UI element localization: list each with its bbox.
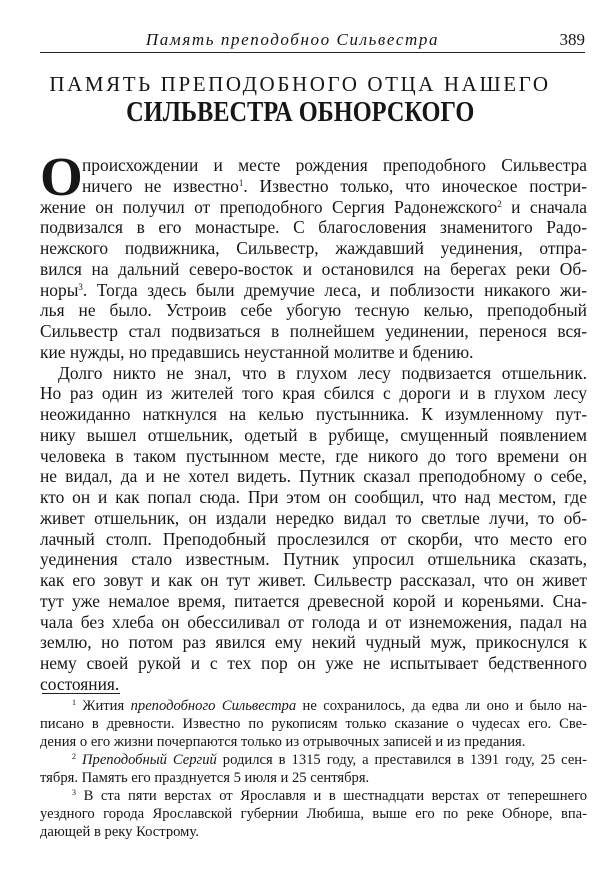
chapter-title-line1: ПАМЯТЬ ПРЕПОДОБНОГО ОТЦА НАШЕГО <box>49 72 551 96</box>
page-number: 389 <box>559 30 585 49</box>
text-line: нику вышел отшельник, одетый в рубище, смущенный появлением <box>40 424 587 445</box>
text-line: Сильвестр стал подвизаться в полнейшем уединении, перенося вся- <box>40 321 587 341</box>
text-line: Но раз один из жителей того края сбился с дороги и в глухом лесу <box>40 383 587 404</box>
footnote-line: $^1$ Жития преподобного Сильвестра не сохранилось, да едва ли оно и было на- <box>72 698 587 714</box>
footnote-ref: 1 <box>238 177 244 188</box>
footnote-ref: 3 <box>78 281 83 292</box>
footnote-line: $^3$ В ста пяти верстах от Ярославля и в шестнадцати верстах от теперешнего <box>72 788 587 804</box>
chapter-title-line2: СИЛЬВЕСТРА ОБНОРСКОГО <box>125 96 475 128</box>
text-line: происхождении и месте рождения преподобного Сильвестра <box>82 155 587 175</box>
text-line: землю, но потом раз явился ему некий чудный муж, прикоснулся к <box>40 632 587 653</box>
text-line: человека в таком пустынном месте, где никого до того времени он <box>40 445 587 466</box>
text-line: не видал, да и не хотел видеть. Путник сказал преподобному о себе, <box>40 466 587 487</box>
drop-cap: О <box>40 146 83 207</box>
text-line: нежского подвижника, Сильвестр, жаждавший уединения, отпра- <box>40 238 587 258</box>
footnote-separator <box>42 693 120 694</box>
text-line: кие нужды, но предавшись неустанной молитве и бдению. <box>40 341 474 362</box>
text-line: лья не было. Устроив себе убогую тесную келью, преподобный <box>40 300 587 321</box>
text-line: состояния. <box>40 673 120 694</box>
text-line: лачный столп. Преподобный прослезился от скорби, что место его <box>40 528 587 549</box>
text-line: нему своей рукой и с тех пор он уже не испытывает бедственного <box>40 653 587 673</box>
footnote-line: тября. Память его празднуется 5 июля и 25 сентября. <box>40 770 370 786</box>
text-line: как его зовут и как он тут живет. Сильвестр рассказал, что он живет <box>40 570 587 590</box>
text-line: чала без хлеба он обессиливал от голода и от изнеможения, падал на <box>40 611 587 632</box>
text-line: Долго никто не знал, что в глухом лесу подвизается отшельник. <box>58 362 587 383</box>
text-line: кто он и как попал сюда. При этом он сообщил, что над местом, где <box>40 487 587 507</box>
footnote-ref: 2 <box>497 198 502 209</box>
text-line: ничего не известно$^1$. Известно только, что иноческое постри- <box>82 175 588 196</box>
footnote-line: уездного города Ярославской губернии Любиша, выше его по реке Обноре, впа- <box>40 806 587 822</box>
running-head <box>40 28 585 53</box>
footnote-line: дения о его жизни почерпаются только из отрывочных записей и из предания. <box>40 734 526 750</box>
body-text <box>40 146 588 695</box>
text-line: тут уже немалое время, питается древесной корой и кореньями. Сна- <box>40 590 587 611</box>
text-line: жение он получил от преподобного Сергия Радонежского$^2$ и сначала <box>40 196 587 217</box>
footnote-line: дающей в реку Кострому. <box>40 824 199 840</box>
text-line: норы$^3$. Тогда здесь были дремучие леса, и поблизости никакого жи- <box>40 279 587 300</box>
footnote-ref: 3 <box>72 788 76 797</box>
footnote-line: писано в древности. Известно по рукописям только сказание о чудесах его. Све- <box>40 716 587 732</box>
text-line: вился на дальний северо-восток и остановился на берегах реки Об- <box>40 258 587 279</box>
text-line: живет отшельник, он издали нередко видал то светлые лучи, то об- <box>40 507 587 528</box>
running-head-title: Память преподобноо Сильвестра <box>145 30 440 49</box>
footnotes <box>40 697 587 841</box>
italic-text: преподобного Сильвестра <box>130 698 297 714</box>
footnote-ref: 1 <box>72 698 76 707</box>
text-line: подвизался в его монастыре. С благословения знаменитого Радо- <box>40 217 587 238</box>
text-line: уединения стало известным. Путник упросил отшельника сказать, <box>40 549 587 570</box>
text-line: неожиданно наткнулся на келью пустынника. К изумленному пут- <box>40 404 587 424</box>
footnote-line: $^2$ Преподобный Сергий родился в 1315 году, а преставился в 1391 году, 25 сен- <box>72 752 587 768</box>
footnote-ref: 2 <box>72 752 76 761</box>
italic-text: Преподобный Сергий <box>81 752 217 768</box>
